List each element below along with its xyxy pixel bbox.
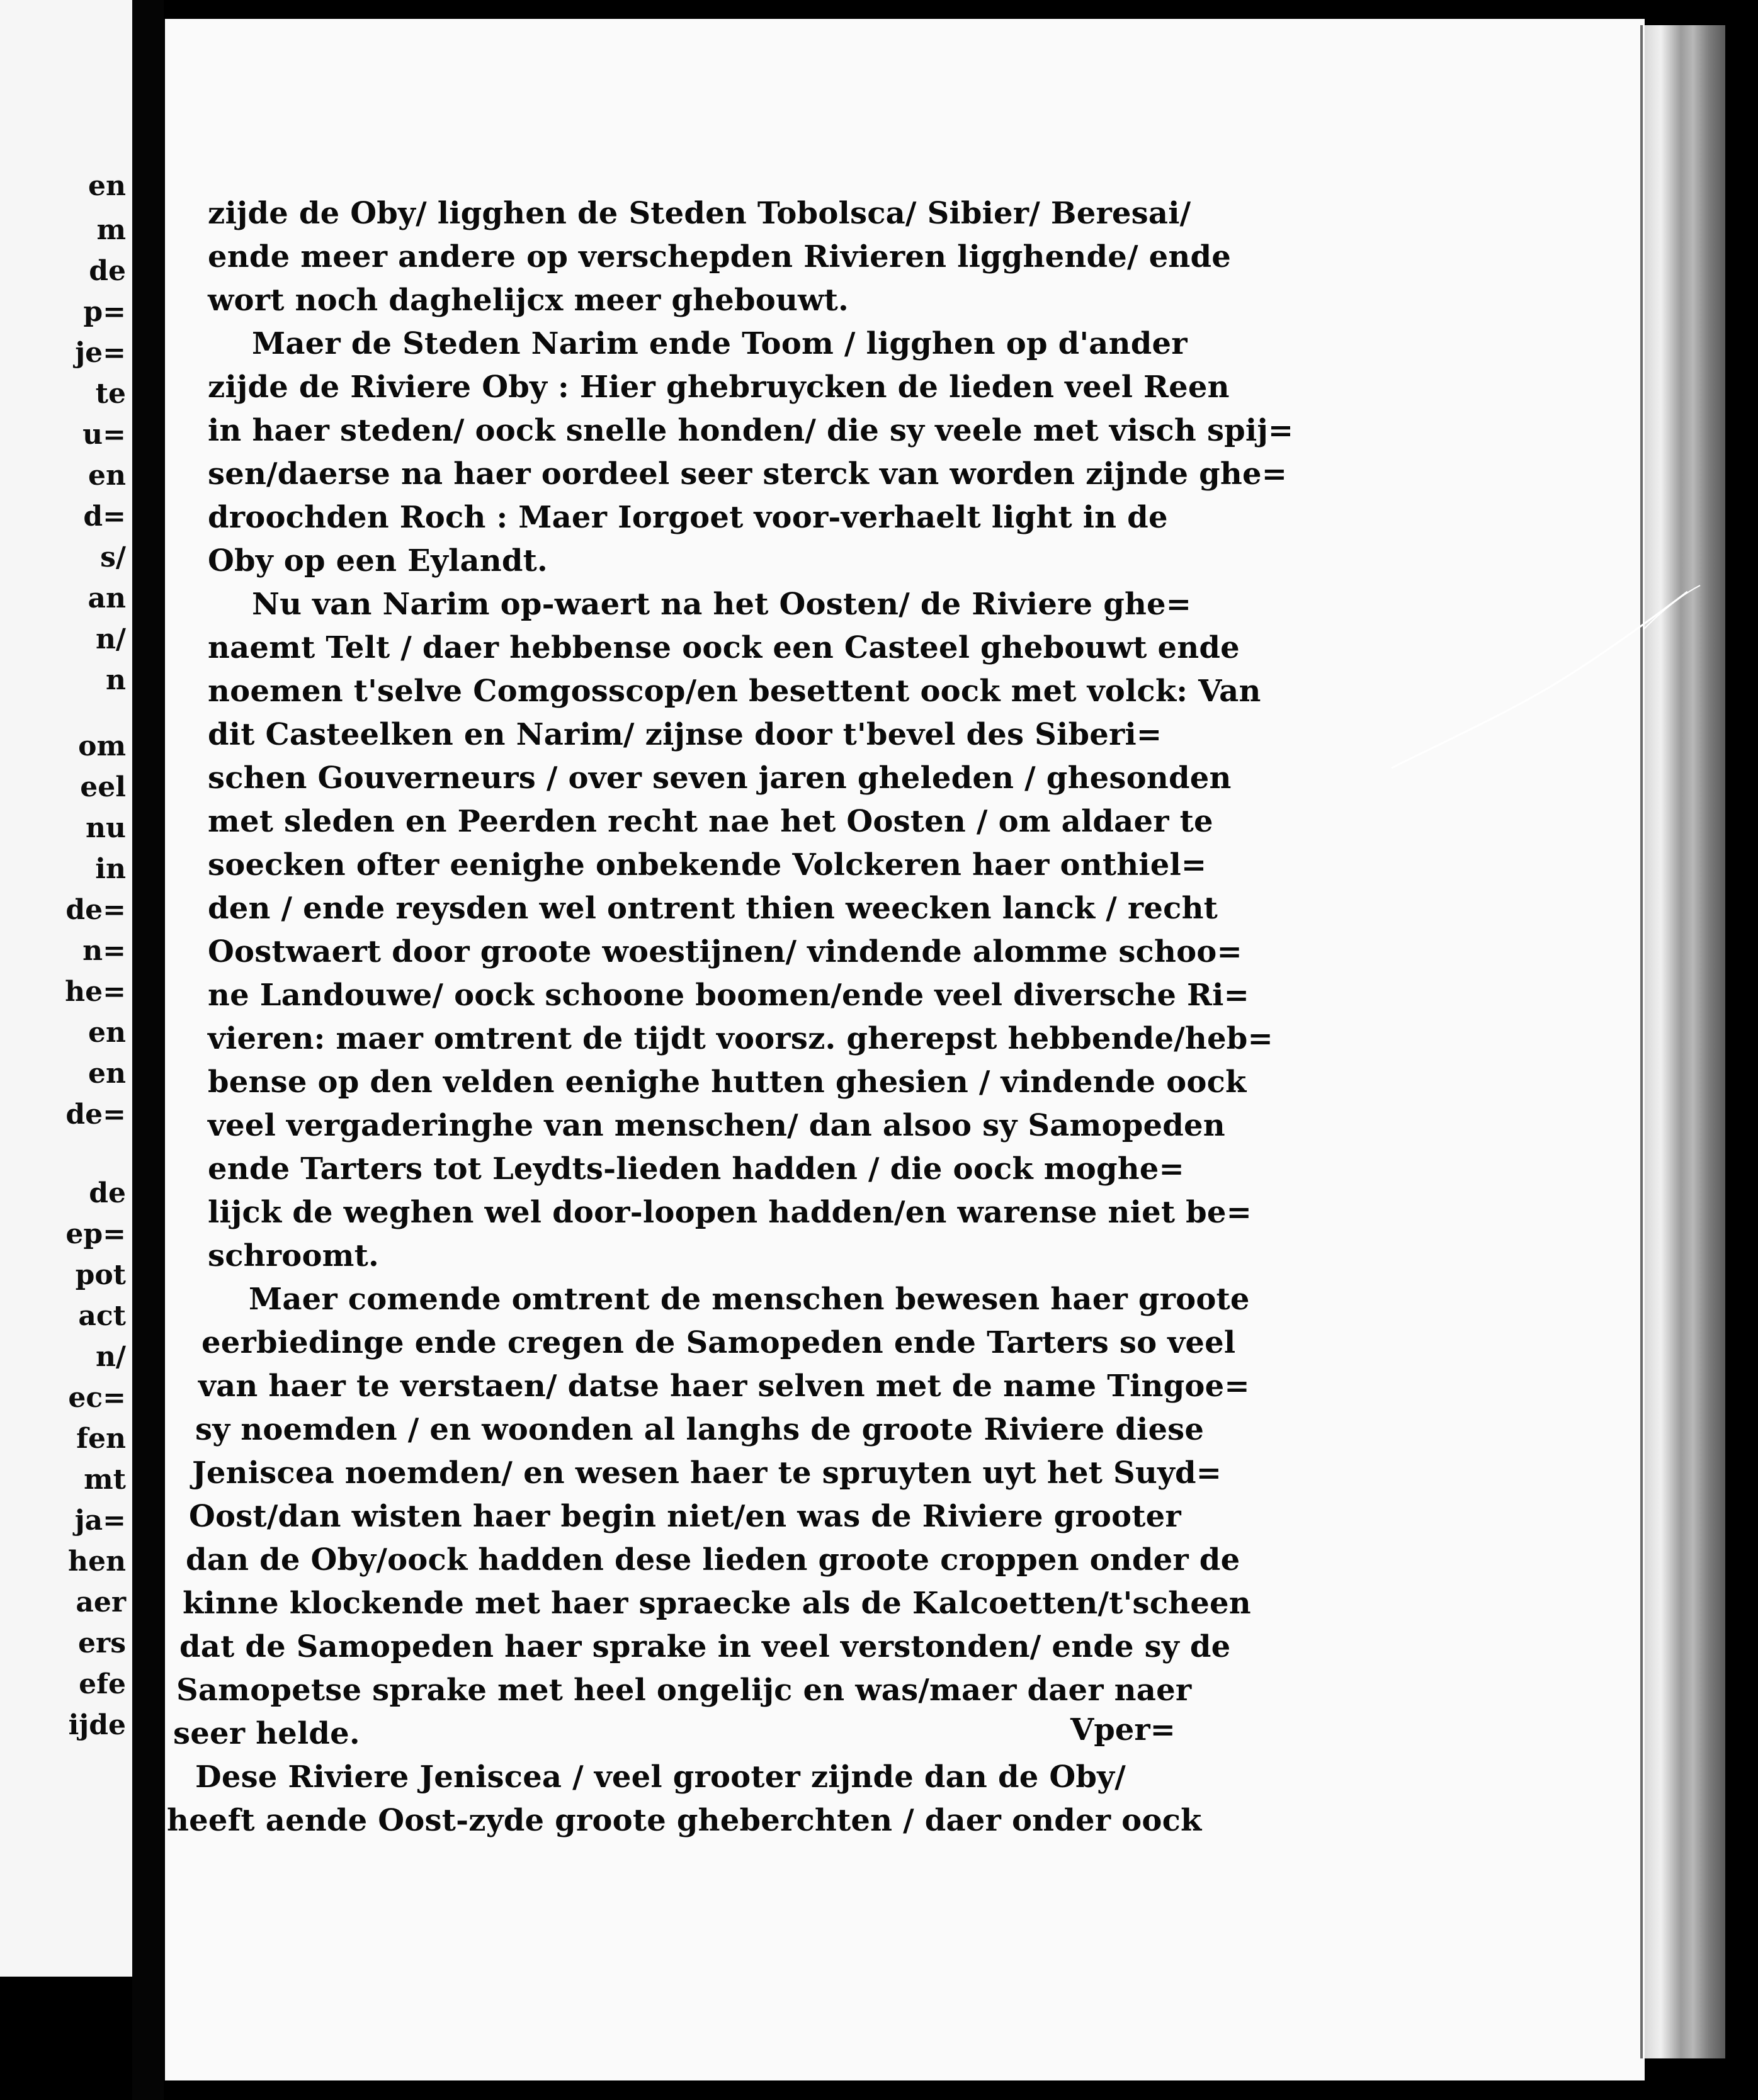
text-line: den / ende reysden wel ontrent thien weecken lanck / recht — [208, 891, 1218, 926]
text-line: lijck de weghen wel door-loopen hadden/en warense niet be= — [208, 1195, 1252, 1230]
left-page-fragment: en — [88, 170, 126, 202]
text-line: van haer te verstaen/ datse haer selven met de name Tingoe= — [198, 1369, 1250, 1404]
left-page-fragment: de — [89, 1177, 126, 1209]
text-line: soecken ofter eenighe onbekende Volckeren haer onthiel= — [208, 847, 1207, 883]
left-page-fragment: efe — [79, 1668, 126, 1700]
text-line: dat de Samopeden haer sprake in veel verstonden/ ende sy de — [179, 1629, 1231, 1664]
left-page-fragment: act — [78, 1300, 126, 1332]
text-line: dan de Oby/oock hadden dese lieden groote croppen onder de — [186, 1542, 1240, 1578]
text-line: Oostwaert door groote woestijnen/ vindende alomme schoo= — [208, 934, 1242, 969]
left-page-fragment: te — [95, 378, 126, 410]
catchword: Vper= — [1070, 1712, 1176, 1747]
left-page-fragment: aer — [76, 1586, 126, 1618]
left-page-fragment: fen — [76, 1423, 126, 1455]
left-page-fragment: ep= — [65, 1218, 126, 1250]
left-page-fragment: ec= — [68, 1382, 126, 1414]
left-page-fragment: de= — [65, 894, 126, 926]
text-line: naemt Telt / daer hebbense oock een Casteel ghebouwt ende — [208, 630, 1240, 665]
left-page-fragment: an — [88, 582, 126, 614]
left-page-margin — [0, 0, 132, 1977]
text-line: kinne klockende met haer spraecke als de Kalcoetten/t'scheen — [183, 1586, 1251, 1621]
text-line: droochden Roch : Maer Iorgoet voor-verhaelt light in de — [208, 500, 1168, 535]
left-page-fragment: en — [88, 460, 126, 492]
left-page-fragment: n/ — [95, 623, 126, 655]
page-edge-line — [1640, 25, 1643, 2058]
text-line: met sleden en Peerden recht nae het Oosten / om aldaer te — [208, 804, 1213, 839]
left-page-fragment: de — [89, 255, 126, 287]
text-line: wort noch daghelijcx meer ghebouwt. — [208, 283, 849, 318]
left-page-fragment: ijde — [68, 1709, 126, 1741]
text-line: in haer steden/ oock snelle honden/ die sy veele met visch spij= — [208, 413, 1294, 448]
book-gutter — [132, 0, 164, 2100]
page-stack-edge — [1645, 25, 1725, 2058]
text-line: sy noemden / en woonden al langhs de groote Riviere diese — [195, 1412, 1205, 1447]
left-page-fragment: p= — [83, 296, 126, 328]
left-page-fragment: je= — [75, 337, 126, 369]
left-page-fragment: n — [106, 664, 126, 696]
text-line: Nu van Narim op-waert na het Oosten/ de Riviere ghe= — [252, 587, 1192, 622]
main-text-block — [167, 192, 1294, 1843]
left-page-fragment: m — [96, 214, 126, 246]
left-page-fragment: d= — [83, 500, 126, 533]
left-page-fragment: n= — [82, 935, 126, 967]
text-line: Dese Riviere Jeniscea / veel grooter zijnde dan de Oby/ — [195, 1759, 1126, 1795]
text-line: eerbiedinge ende cregen de Samopeden ende Tarters so veel — [201, 1325, 1236, 1360]
text-line: zijde de Riviere Oby : Hier ghebruycken de lieden veel Reen — [208, 370, 1230, 405]
text-line: dit Casteelken en Narim/ zijnse door t'bevel des Siberi= — [208, 717, 1162, 752]
left-page-fragment: mt — [84, 1464, 126, 1496]
text-line: ende Tarters tot Leydts-lieden hadden / die oock moghe= — [208, 1151, 1184, 1187]
text-line: zijde de Oby/ ligghen de Steden Tobolsca/ Sibier/ Beresai/ — [208, 196, 1191, 231]
scratch-mark — [1385, 573, 1713, 799]
text-line: veel vergaderinghe van menschen/ dan alsoo sy Samopeden — [208, 1108, 1225, 1143]
text-line: noemen t'selve Comgosscop/en besettent oock met volck: Van — [208, 674, 1261, 709]
text-line: Oost/dan wisten haer begin niet/en was de Riviere grooter — [189, 1499, 1181, 1534]
left-page-fragment: ja= — [74, 1504, 126, 1537]
text-line: Maer comende omtrent de menschen bewesen haer groote — [249, 1282, 1250, 1317]
text-line: Oby op een Eylandt. — [208, 543, 548, 579]
text-line: sen/daerse na haer oordeel seer sterck van worden zijnde ghe= — [208, 456, 1288, 492]
left-page-fragment: ers — [78, 1627, 126, 1659]
left-page-fragment: om — [78, 730, 126, 762]
left-page-fragment: eel — [80, 771, 126, 803]
left-page-fragment: in — [95, 853, 126, 885]
text-line: schroomt. — [208, 1238, 379, 1273]
text-line: ende meer andere op verschepden Rivieren ligghende/ ende — [208, 239, 1231, 274]
text-line: Jeniscea noemden/ en wesen haer te spruyten uyt het Suyd= — [192, 1455, 1222, 1491]
left-page-fragment: nu — [86, 812, 126, 844]
left-page-fragment: hen — [68, 1545, 126, 1578]
text-line: Maer de Steden Narim ende Toom / ligghen op d'ander — [252, 326, 1188, 361]
left-page-fragment: u= — [82, 419, 126, 451]
text-line: heeft aende Oost-zyde groote gheberchten / daer onder oock — [167, 1803, 1202, 1838]
left-page-fragment: he= — [65, 976, 126, 1008]
text-line: vieren: maer omtrent de tijdt voorsz. gherepst hebbende/heb= — [208, 1021, 1273, 1056]
left-page-fragment: s/ — [100, 541, 126, 573]
text-line: Samopetse sprake met heel ongelijc en was/maer daer naer — [176, 1673, 1192, 1708]
left-page-fragment: de= — [65, 1098, 126, 1131]
left-page-fragment: en — [88, 1058, 126, 1090]
left-page-fragment: en — [88, 1017, 126, 1049]
left-page-fragment: pot — [75, 1259, 126, 1291]
left-page-fragment: n/ — [95, 1341, 126, 1373]
text-line: schen Gouverneurs / over seven jaren gheleden / ghesonden — [208, 760, 1232, 796]
text-line: ne Landouwe/ oock schoone boomen/ende veel diversche Ri= — [208, 978, 1250, 1013]
text-line: seer helde. — [173, 1716, 360, 1751]
text-line: bense op den velden eenighe hutten ghesien / vindende oock — [208, 1064, 1247, 1100]
